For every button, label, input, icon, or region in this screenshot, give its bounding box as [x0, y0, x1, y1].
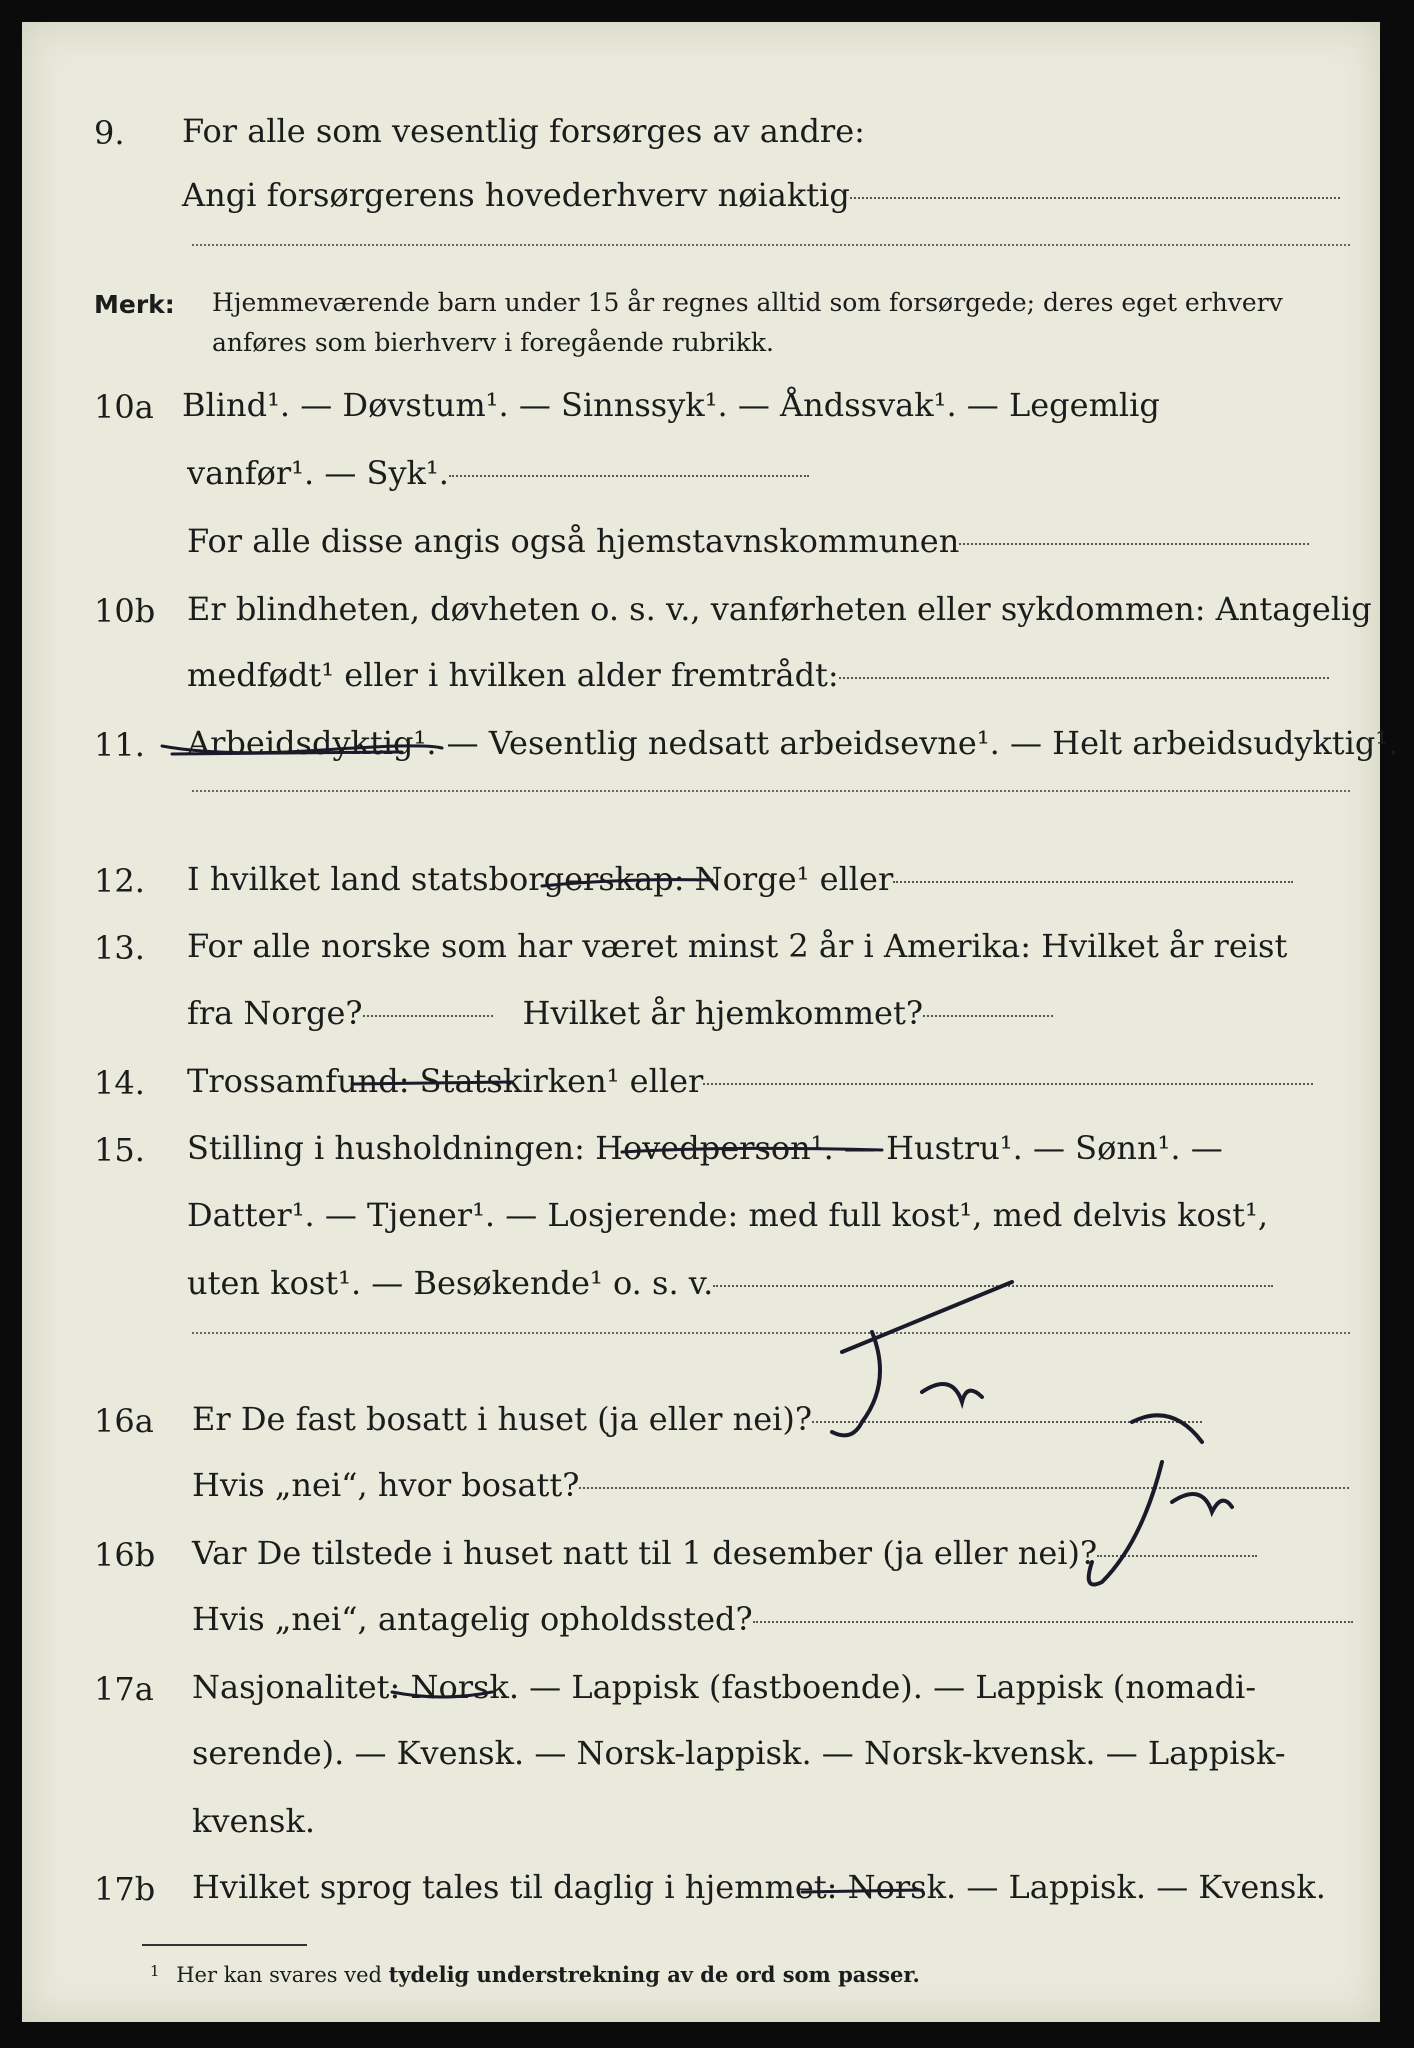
footnote-emphasis: tydelig understrekning av de ord som passer. [388, 1962, 920, 1987]
note-text-line1: Hjemmeværende barn under 15 år regnes alltid som forsørgede; deres eget erhverv [212, 288, 1283, 317]
question-text: uten kost¹. — Besøkende¹ o. s. v. [187, 1264, 714, 1302]
answer-line[interactable] [363, 1014, 493, 1017]
question-number: 12. [94, 862, 145, 900]
question-number: 15. [94, 1131, 145, 1169]
question-text: serende). — Kvensk. — Norsk-lappisk. — Norsk-kvensk. — Lappisk- [192, 1734, 1286, 1772]
question-number: 13. [94, 929, 145, 967]
question-16a [22, 1388, 1380, 1448]
answer-line[interactable] [192, 1332, 1350, 1334]
question-10a [22, 374, 1380, 434]
question-text: For alle disse angis også hjemstavnskommunen [187, 522, 960, 560]
question-text: Stilling i husholdningen: Hovedperson¹. — Hustru¹. — Sønn¹. — [187, 1129, 1223, 1167]
question-text: Nasjonalitet: Norsk. — Lappisk (fastboende). — Lappisk (nomadi- [192, 1668, 1257, 1706]
question-text: For alle norske som har været minst 2 år i Amerika: Hvilket år reist [187, 927, 1288, 965]
question-text: Angi forsørgerens hovederhverv nøiaktig [182, 176, 850, 214]
question-text: Hvis „nei“, hvor bosatt? [192, 1466, 580, 1504]
answer-line[interactable] [893, 880, 1293, 883]
question-9 [22, 100, 1380, 160]
answer-line[interactable] [839, 676, 1329, 679]
question-text: I hvilket land statsborgerskap: Norge¹ eller [187, 860, 894, 898]
question-17b [22, 1856, 1380, 1916]
question-11 [22, 712, 1399, 772]
question-15-line3 [22, 1252, 1380, 1312]
answer-line[interactable] [812, 1420, 1202, 1423]
question-17a-line2 [22, 1722, 1380, 1782]
question-text: Er blindheten, døvheten o. s. v., vanførheten eller sykdommen: Antagelig [187, 590, 1372, 628]
question-number: 17b [94, 1870, 156, 1908]
question-number: 16b [94, 1536, 156, 1574]
question-text: Hvilket år hjemkommet? [522, 994, 923, 1032]
answer-line[interactable] [850, 196, 1340, 199]
answer-line[interactable] [192, 244, 1350, 246]
note-text-line2: anføres som bierhverv i foregående rubrikk. [212, 328, 774, 357]
question-16b-line2 [22, 1588, 1380, 1648]
question-text: Er De fast bosatt i huset (ja eller nei)? [192, 1400, 813, 1438]
question-number: 10a [94, 388, 154, 426]
question-13-line2 [22, 982, 1380, 1042]
footnote-text: Her kan svares ved [176, 1963, 382, 1987]
question-15 [22, 1117, 1380, 1177]
answer-line[interactable] [192, 790, 1350, 792]
question-13 [22, 915, 1380, 975]
question-number: 9. [94, 114, 125, 152]
footnote-mark: 1 [150, 1962, 160, 1980]
question-15-line2 [22, 1184, 1380, 1244]
question-number: 16a [94, 1402, 154, 1440]
question-text: Hvis „nei“, antagelig opholdssted? [192, 1600, 753, 1638]
question-10b-line2 [22, 644, 1380, 704]
question-text: Hvilket sprog tales til daglig i hjemmet: Norsk. — Lappisk. — Kvensk. [192, 1868, 1326, 1906]
question-text: For alle som vesentlig forsørges av andre: [182, 112, 865, 150]
question-text: medfødt¹ eller i hvilken alder fremtrådt: [187, 656, 839, 694]
question-number: 14. [94, 1064, 145, 1102]
census-form-page [22, 22, 1399, 2022]
question-number: 10b [94, 592, 156, 630]
question-number: 11. [94, 726, 145, 764]
question-10a-line3 [22, 510, 1380, 570]
question-17a [22, 1656, 1380, 1716]
question-17a-line3 [22, 1790, 1380, 1850]
answer-line[interactable] [1097, 1554, 1257, 1557]
question-9-line2 [22, 164, 1380, 224]
answer-line[interactable] [579, 1486, 1349, 1489]
note-label: Merk: [94, 290, 175, 319]
answer-line[interactable] [713, 1284, 1273, 1287]
question-text: Blind¹. — Døvstum¹. — Sinnssyk¹. — Åndssvak¹. — Legemlig [182, 386, 1160, 424]
question-number: 17a [94, 1670, 154, 1708]
question-10a-line2 [22, 442, 1380, 502]
question-text: fra Norge? [187, 994, 363, 1032]
question-text: vanfør¹. — Syk¹. [187, 454, 449, 492]
footnote-divider [142, 1944, 307, 1946]
question-10b [22, 578, 1380, 638]
question-12 [22, 848, 1380, 908]
question-text: Datter¹. — Tjener¹. — Losjerende: med full kost¹, med delvis kost¹, [187, 1196, 1269, 1234]
question-text: Var De tilstede i huset natt til 1 desember (ja eller nei)? [192, 1534, 1098, 1572]
answer-line[interactable] [923, 1014, 1053, 1017]
question-16a-line2 [22, 1454, 1380, 1514]
answer-line[interactable] [449, 474, 809, 477]
question-14 [22, 1050, 1380, 1110]
answer-line[interactable] [959, 542, 1309, 545]
footnote [150, 1962, 920, 1987]
question-text: Arbeidsdyktig¹. — Vesentlig nedsatt arbeidsevne¹. — Helt arbeidsudyktig¹. [187, 724, 1399, 762]
question-16b [22, 1522, 1380, 1582]
answer-line[interactable] [753, 1620, 1353, 1623]
question-text: Trossamfund: Statskirken¹ eller [187, 1062, 704, 1100]
question-text: kvensk. [192, 1802, 315, 1840]
answer-line[interactable] [703, 1082, 1313, 1085]
